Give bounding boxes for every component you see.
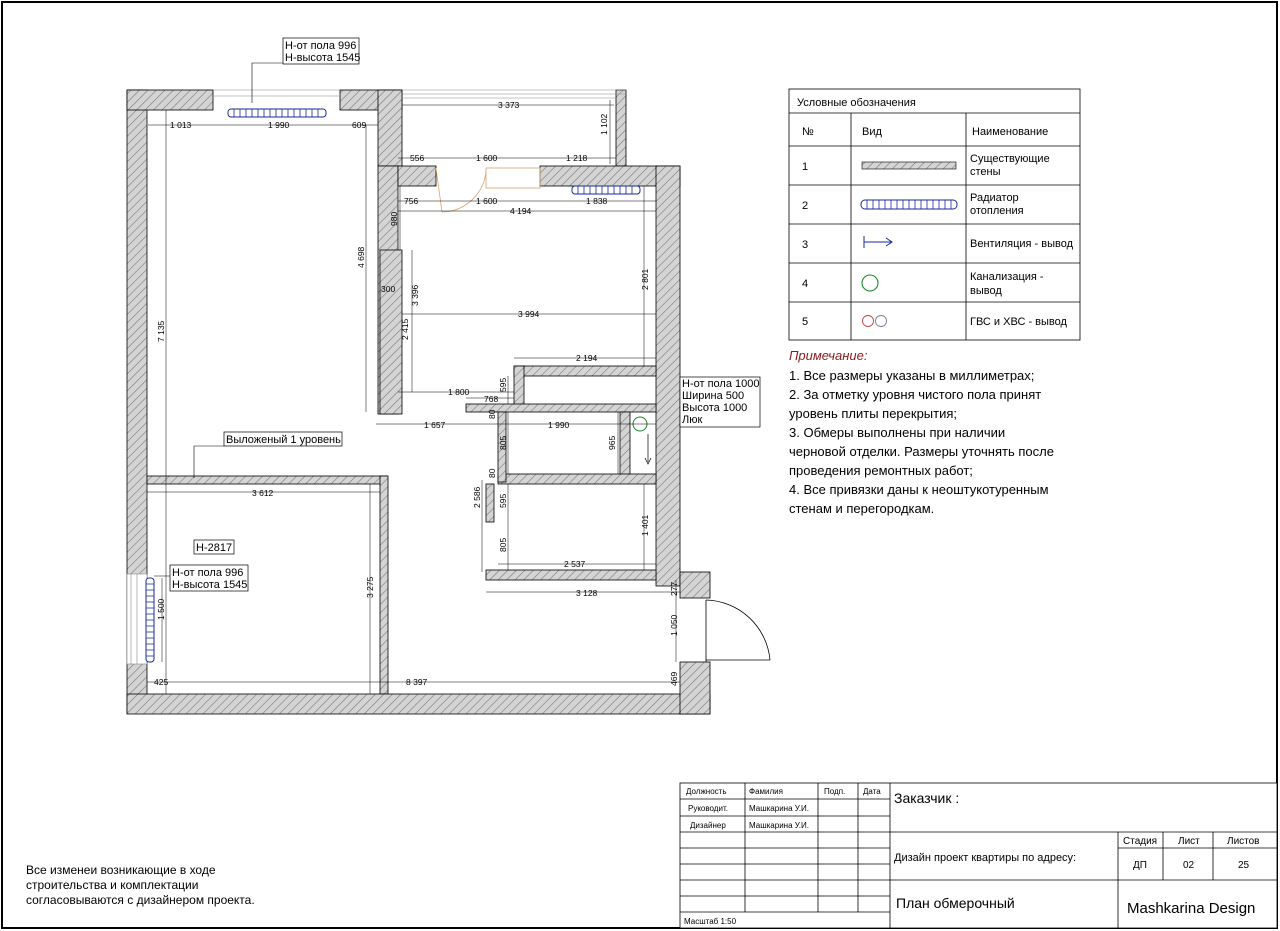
legend-row3-num: 3 [802, 239, 809, 251]
legend-row2-name2: отопления [970, 205, 1024, 217]
legend-header-view: Вид [862, 126, 882, 138]
notes-line-5: черновой отделки. Размеры уточнять после [789, 444, 1054, 459]
dim-bedroom-width: 3 612 [252, 488, 274, 498]
dim-balcony-door: 1 600 [476, 153, 498, 163]
legend-row1-num: 1 [802, 161, 809, 173]
legend-header-num: № [802, 126, 814, 138]
footer-note-line-2: строительства и комплектации [26, 878, 199, 892]
dim-balcony-width: 3 373 [498, 100, 520, 110]
leaders [154, 63, 284, 576]
tb-sheets: 25 [1238, 860, 1250, 871]
dim-bedroom-height: 3 275 [365, 576, 375, 598]
tb-col-position: Должность [686, 787, 727, 796]
tb-row1-position: Руководит. [688, 804, 728, 813]
legend-header-name: Наименование [972, 126, 1049, 138]
footer-note-line-1: Все изменеи возникающие в ходе [26, 863, 216, 877]
tb-scale: Масштаб 1:50 [684, 917, 737, 926]
tb-stage: ДП [1133, 860, 1147, 871]
hatch-line2: Ширина 500 [682, 390, 745, 402]
dim-window-1500: 1 500 [156, 598, 166, 620]
radiator-left-line2: Н-высота 1545 [172, 579, 248, 591]
tb-row1-name: Машкарина У.И. [749, 804, 809, 813]
hatch-line4: Люк [682, 414, 703, 426]
dim-595-a: 595 [498, 377, 508, 392]
dim-bottom-425: 425 [154, 677, 169, 687]
dim-total-height: 7 135 [156, 320, 166, 342]
dim-kitchen-right: 2 801 [640, 268, 650, 290]
dim-80-b: 80 [487, 468, 497, 478]
tb-stage-label: Стадия [1123, 836, 1158, 847]
legend-row4-num: 4 [802, 278, 809, 290]
tb-drawing-name: План обмерочный [896, 895, 1015, 911]
ventilation-icon [645, 434, 651, 464]
dim-bath2-width: 2 537 [564, 559, 586, 569]
notes-line-6: проведения ремонтных работ; [789, 463, 973, 478]
entrance-door [706, 600, 770, 662]
dim-bottom-total: 8 397 [406, 677, 428, 687]
legend-table [789, 89, 1080, 340]
dim-kitchen-width: 4 194 [510, 206, 532, 216]
tb-col-date: Дата [863, 787, 881, 796]
dim-room-height: 4 698 [356, 246, 366, 268]
notes-line-2: 2. За отметку уровня чистого пола принят [789, 387, 1042, 402]
notes-line-3: уровень плиты перекрытия; [789, 406, 958, 421]
dim-80-a: 80 [487, 409, 497, 419]
radiator-top-line1: Н-от пола 996 [285, 40, 357, 52]
radiator-left-line1: Н-от пола 996 [172, 567, 244, 579]
dim-wall-3396: 3 396 [410, 284, 420, 306]
tb-row2-name: Машкарина У.И. [749, 821, 809, 830]
dim-595-b: 595 [498, 493, 508, 508]
walls [127, 90, 710, 714]
dim-hall-3128: 3 128 [576, 588, 598, 598]
legend-row2-num: 2 [802, 200, 809, 212]
dim-965: 965 [607, 435, 617, 450]
left-window [127, 574, 147, 664]
dim-2586: 2 586 [472, 486, 482, 508]
dim-top-radiator: 1 990 [268, 120, 290, 130]
legend-title: Условные обозначения [797, 97, 916, 109]
tb-col-surname: Фамилия [749, 787, 783, 796]
dim-corridor-1657: 1 657 [424, 420, 446, 430]
dim-kitchen-door: 1 600 [476, 196, 498, 206]
dim-top-right: 609 [352, 120, 367, 130]
notes-line-7: 4. Все привязки даны к неоштукотуренным [789, 482, 1049, 497]
dim-bottom-469: 469 [669, 671, 679, 686]
notes-line-1: 1. Все размеры указаны в миллиметрах; [789, 368, 1035, 383]
dim-1401: 1 401 [640, 514, 650, 536]
dim-corridor-1990: 1 990 [548, 420, 570, 430]
tb-customer: Заказчик : [894, 790, 960, 806]
tb-sheet-label: Лист [1178, 836, 1200, 847]
legend-row5-name1: ГВС и ХВС - вывод [970, 316, 1067, 328]
legend-row5-num: 5 [802, 316, 809, 328]
legend-row1-name1: Существующие [970, 153, 1050, 165]
dim-entrance-1050: 1 050 [669, 614, 679, 636]
dim-805-b: 805 [498, 537, 508, 552]
dim-wall-300: 300 [381, 284, 396, 294]
radiator-top-line2: Н-высота 1545 [285, 52, 361, 64]
tb-col-sign: Подп. [824, 787, 846, 796]
wall-symbol-icon [862, 162, 956, 169]
dim-bath-width: 2 194 [576, 353, 598, 363]
hatch-line1: Н-от пола 1000 [682, 378, 760, 390]
tb-project: Дизайн проект квартиры по адресу: [894, 852, 1077, 864]
ceiling-height-label: Н-2817 [196, 542, 233, 554]
level-label: Выложеный 1 уровень [226, 434, 341, 446]
dim-wall-2415: 2 415 [400, 318, 410, 340]
dim-kitchen-mid: 3 994 [518, 309, 540, 319]
tb-sheet: 02 [1183, 860, 1195, 871]
dim-kitchen-left: 756 [404, 196, 419, 206]
legend-row3-name1: Вентиляция - вывод [970, 238, 1074, 250]
legend-row4-name1: Канализация - [970, 271, 1044, 283]
dim-wall-980: 980 [389, 211, 399, 226]
dim-balcony-depth: 1 102 [599, 113, 609, 135]
dim-balcony-left: 556 [410, 153, 425, 163]
footer-note-line-3: согласовываются с дизайнером проекта. [26, 893, 255, 907]
hatch-line3: Высота 1000 [682, 402, 748, 414]
notes-line-4: 3. Обмеры выполнены при наличии [789, 425, 1006, 440]
notes [789, 348, 1054, 516]
tb-sheets-label: Листов [1227, 836, 1260, 847]
dim-corridor-1800: 1 800 [448, 387, 470, 397]
footer-note [26, 863, 255, 907]
dim-768: 768 [484, 394, 499, 404]
dim-hall-277: 277 [669, 581, 679, 596]
legend-row4-name2: вывод [970, 285, 1002, 297]
dim-top-left: 1 013 [170, 120, 192, 130]
dim-kitchen-radiator: 1 838 [586, 196, 608, 206]
tb-company: Mashkarina Design [1127, 900, 1256, 917]
legend-row2-name1: Радиатор [970, 192, 1019, 204]
notes-title: Примечание: [789, 348, 868, 363]
dim-balcony-right: 1 218 [566, 153, 588, 163]
legend-row1-name2: стены [970, 166, 1001, 178]
dim-805-a: 805 [498, 435, 508, 450]
top-window [213, 90, 626, 98]
notes-line-8: стенам и перегородкам. [789, 501, 935, 516]
tb-row2-position: Дизайнер [690, 821, 726, 830]
